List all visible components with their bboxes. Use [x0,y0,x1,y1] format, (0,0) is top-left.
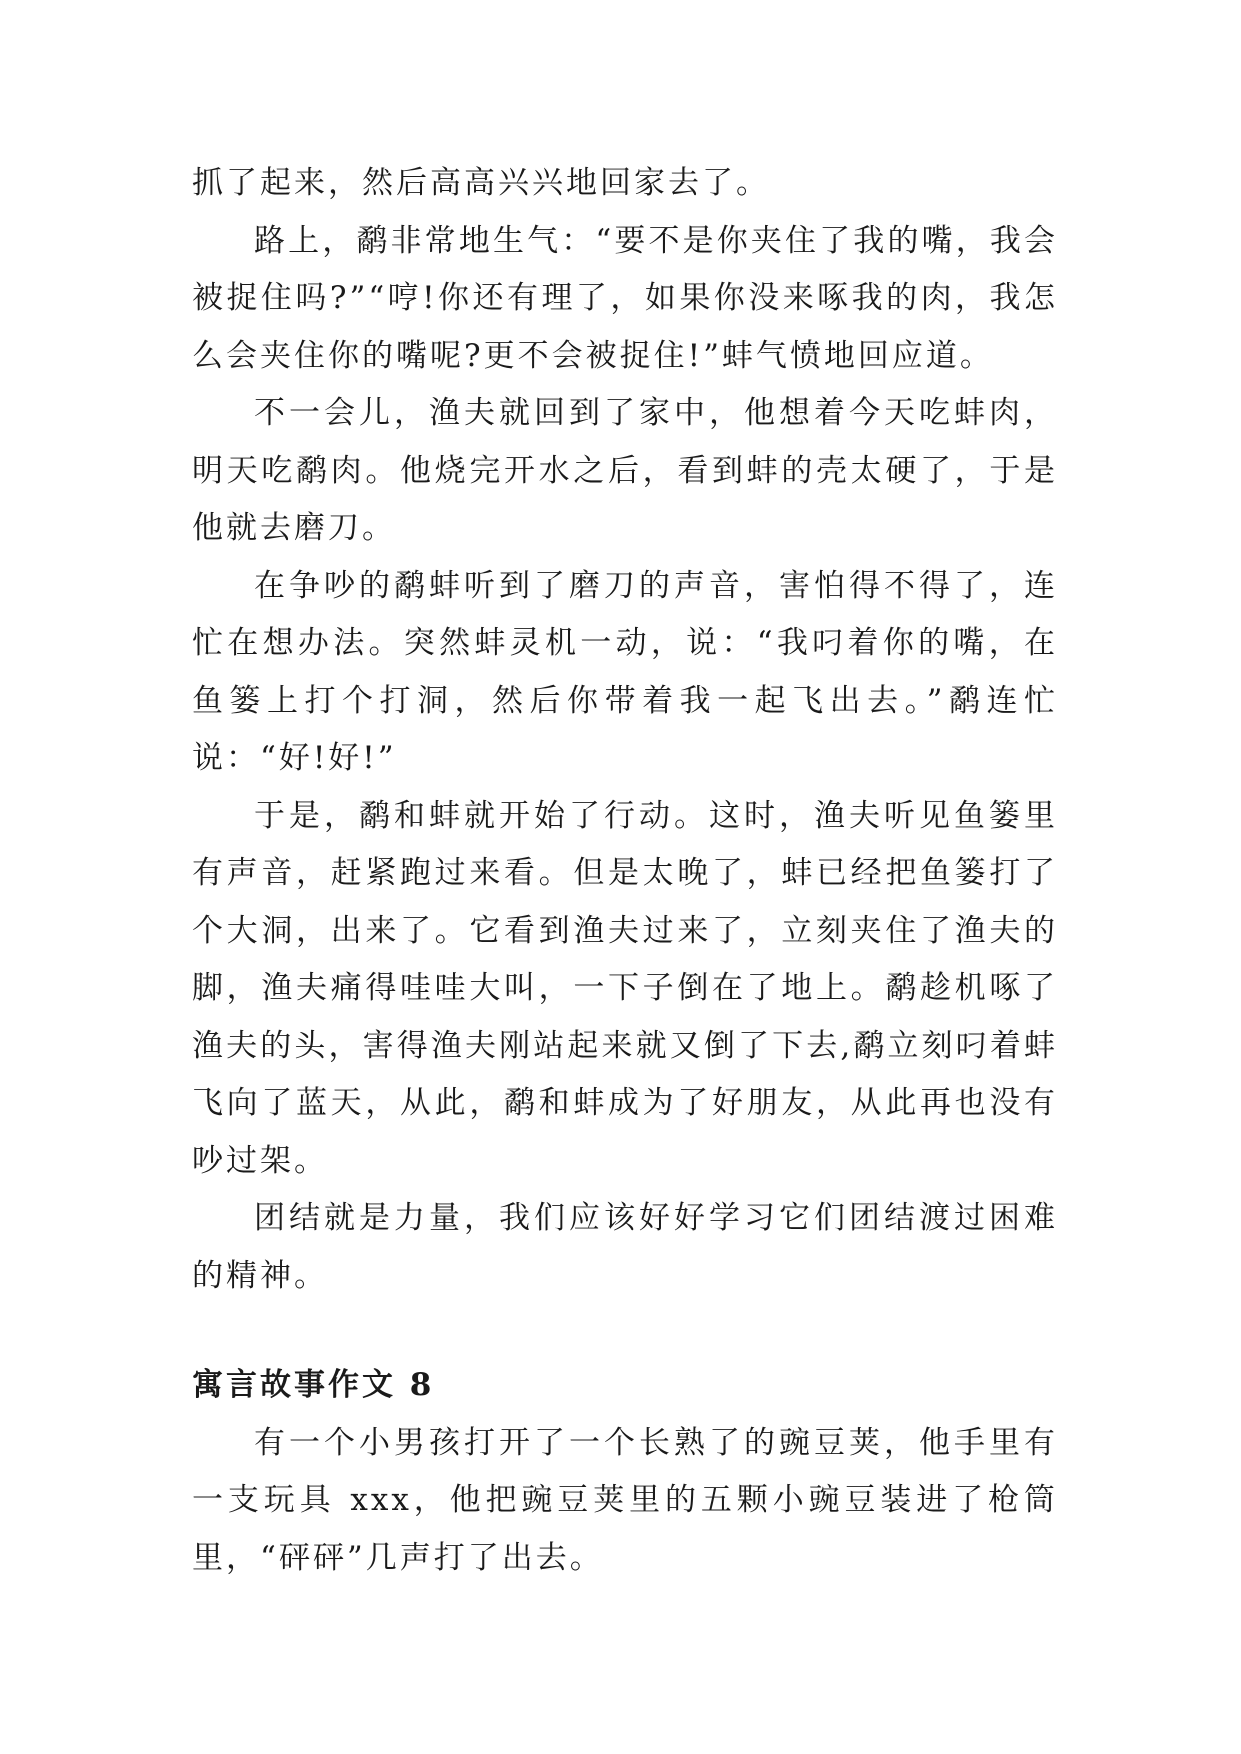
paragraph: 有一个小男孩打开了一个长熟了的豌豆荚，他手里有一支玩具 xxx，他把豌豆荚里的五颗小豌豆装进了枪筒里，“砰砰”几声打了出去。 [192,1424,1058,1576]
paragraph: 抓了起来，然后高高兴兴地回家去了。 [192,165,770,201]
paragraph: 于是，鹬和蚌就开始了行动。这时，渔夫听见鱼篓里有声音，赶紧跑过来看。但是太晚了，蚌已经把鱼篓打了个大洞，出来了。它看到渔夫过来了，立刻夹住了渔夫的脚，渔夫痛得哇哇大叫，一下子倒在了地上。鹬趁机啄了渔夫的头，害得渔夫刚站起来就又倒了下去,鹬立刻叼着蚌飞向了蓝天，从此，鹬和蚌成为了好朋友，从此再也没有吵过架。 [192,797,1058,1179]
paragraph: 在争吵的鹬蚌听到了磨刀的声音，害怕得不得了，连忙在想办法。突然蚌灵机一动，说：“我叼着你的嘴，在鱼篓上打个打洞，然后你带着我一起飞出去。”鹬连忙说：“好!好!” [192,567,1058,776]
paragraph: 团结就是力量，我们应该好好学习它们团结渡过困难的精神。 [192,1200,1058,1294]
paragraph: 不一会儿，渔夫就回到了家中，他想着今天吃蚌肉，明天吃鹬肉。他烧完开水之后，看到蚌的壳太硬了，于是他就去磨刀。 [192,395,1058,546]
section-title: 寓言故事作文 8 [192,1367,435,1403]
paragraph: 路上，鹬非常地生气：“要不是你夹住了我的嘴，我会被捉住吗?”“哼!你还有理了，如果你没来啄我的肉，我怎么会夹住你的嘴呢?更不会被捉住!”蚌气愤地回应道。 [192,222,1058,374]
document-body [192,155,1058,1587]
